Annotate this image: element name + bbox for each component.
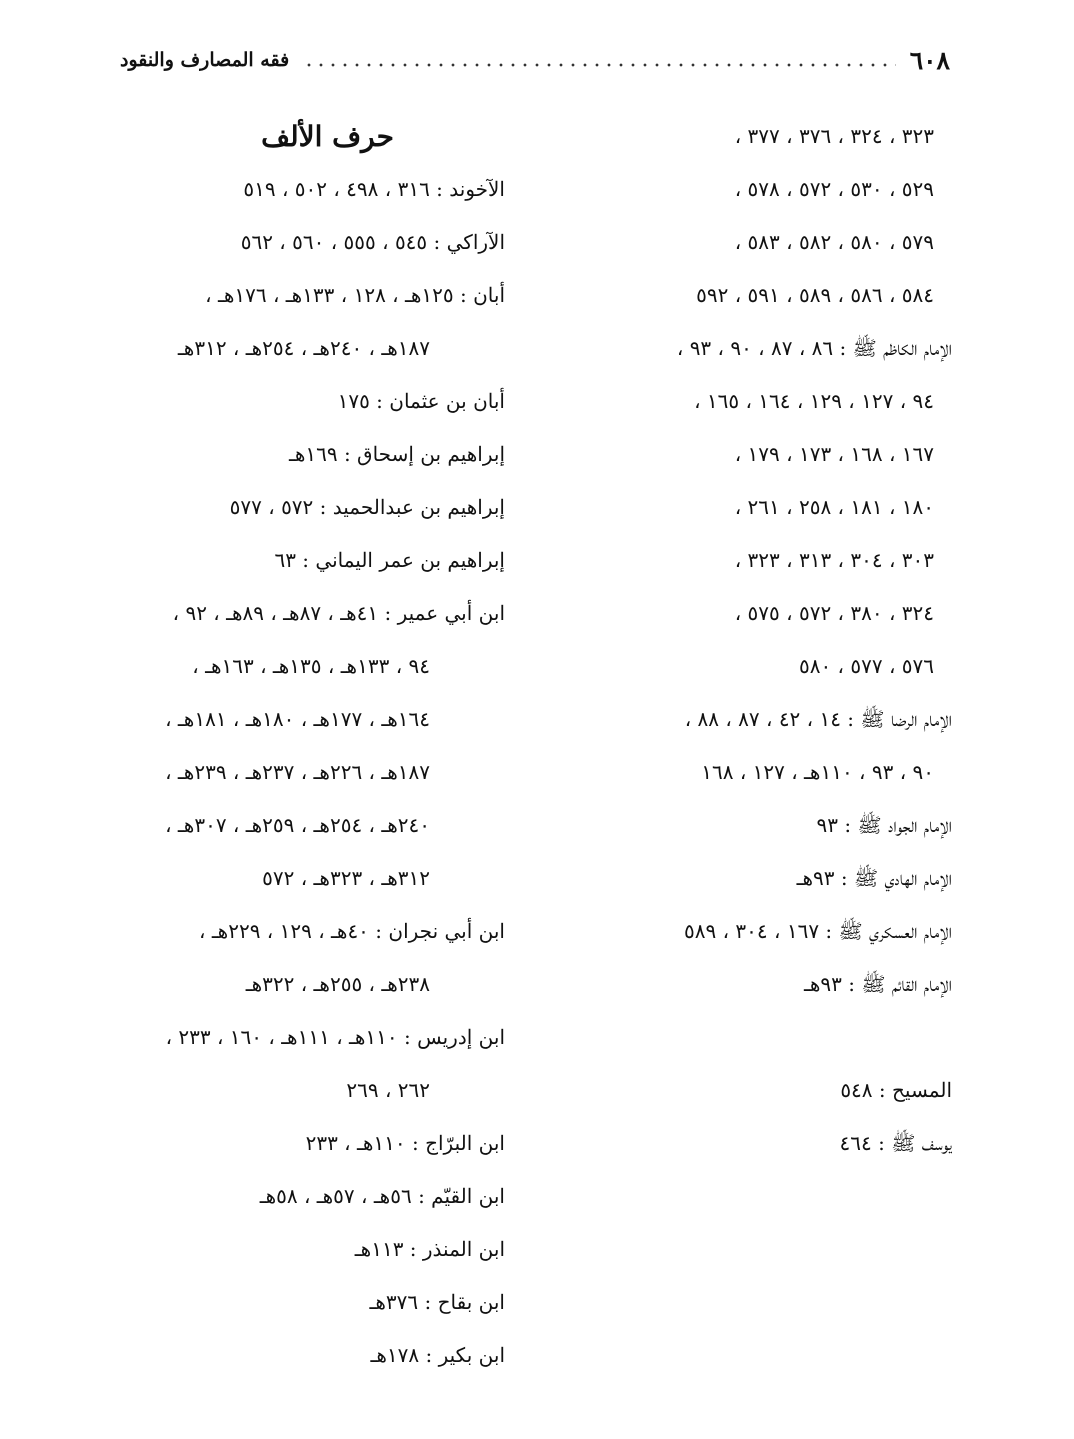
index-entry: أبان بن عثمان : ١٧٥ [337,389,505,413]
index-entry: الإمام الرضا ﷺ : ١٤ ، ٤٢ ، ٨٧ ، ٨٨ ، [684,707,952,731]
index-entry: الإمام الهادي ﷺ : ٩٣هـ [796,866,952,890]
index-entry: الإمام الجواد ﷺ : ٩٣ [816,813,952,837]
page-number: ٦٠٨ [909,45,950,75]
section-heading: حرف الألف [261,120,394,153]
index-line: ٣٠٣ ، ٣٠٤ ، ٣١٣ ، ٣٢٣ ، [734,548,934,572]
index-entry: إبراهيم بن إسحاق : ١٦٩هـ [288,442,505,466]
index-line: ١٨٧هـ ، ٢٤٠هـ ، ٢٥٤هـ ، ٣١٢هـ [177,336,430,360]
index-line: ٢٦٢ ، ٢٦٩ [346,1078,430,1102]
page-header [120,40,950,80]
running-title: فقه المصارف والنقود [120,49,290,71]
index-line: ٢٤٠هـ ، ٢٥٤هـ ، ٢٥٩هـ ، ٣٠٧هـ ، [165,813,430,837]
blank-line [560,1011,952,1064]
index-entry: إبراهيم بن عمر اليماني : ٦٣ [274,548,505,572]
index-column-left [110,110,505,1382]
index-line: ٣١٢هـ ، ٣٢٣هـ ، ٥٧٢ [262,866,430,890]
index-entry: الإمام العسكري ﷺ : ١٦٧ ، ٣٠٤ ، ٥٨٩ [684,919,952,943]
index-entry: ابن بقاح : ٣٧٦هـ [369,1290,505,1314]
index-line: ٩٤ ، ١٣٣هـ ، ١٣٥هـ ، ١٦٣هـ ، [192,654,430,678]
index-line: ٥٧٩ ، ٥٨٠ ، ٥٨٢ ، ٥٨٣ ، [734,230,934,254]
index-entry: الإمام الكاظم ﷺ : ٨٦ ، ٨٧ ، ٩٠ ، ٩٣ ، [676,336,952,360]
index-entry: الإمام القائم ﷺ : ٩٣هـ [803,972,952,996]
dotted-leader [303,62,896,68]
index-entry: ابن بكير : ١٧٨هـ [370,1343,505,1367]
index-entry: المسيح : ٥٤٨ [840,1078,952,1102]
index-line: ٣٢٤ ، ٣٨٠ ، ٥٧٢ ، ٥٧٥ ، [734,601,934,625]
index-line: ٥٢٩ ، ٥٣٠ ، ٥٧٢ ، ٥٧٨ ، [734,177,934,201]
index-entry: أبان : ١٢٥هـ ، ١٢٨ ، ١٣٣هـ ، ١٧٦هـ ، [205,283,505,307]
index-line: ٥٨٤ ، ٥٨٦ ، ٥٨٩ ، ٥٩١ ، ٥٩٢ [696,283,934,307]
index-entry: الآراكي : ٥٤٥ ، ٥٥٥ ، ٥٦٠ ، ٥٦٢ [240,230,505,254]
index-entry: ابن القيّم : ٥٦هـ ، ٥٧هـ ، ٥٨هـ [259,1184,505,1208]
index-line: ١٦٤هـ ، ١٧٧هـ ، ١٨٠هـ ، ١٨١هـ ، [165,707,430,731]
index-line: ٢٣٨هـ ، ٢٥٥هـ ، ٣٢٢هـ [245,972,430,996]
index-line: ٩٠ ، ٩٣ ، ١١٠هـ ، ١٢٧ ، ١٦٨ [701,760,934,784]
index-entry: ابن المنذر : ١١٣هـ [354,1237,505,1261]
index-line: ٩٤ ، ١٢٧ ، ١٢٩ ، ١٦٤ ، ١٦٥ ، [694,389,934,413]
index-entry: ابن البرّاج : ١١٠هـ ، ٢٣٣ [305,1131,505,1155]
index-line: ٣٢٣ ، ٣٢٤ ، ٣٧٦ ، ٣٧٧ ، [734,124,934,148]
index-entry: إبراهيم بن عبدالحميد : ٥٧٢ ، ٥٧٧ [229,495,505,519]
index-line: ١٨٠ ، ١٨١ ، ٢٥٨ ، ٢٦١ ، [734,495,934,519]
index-entry: الآخوند : ٣١٦ ، ٤٩٨ ، ٥٠٢ ، ٥١٩ [243,177,505,201]
index-line: ١٦٧ ، ١٦٨ ، ١٧٣ ، ١٧٩ ، [734,442,934,466]
index-line: ٥٧٦ ، ٥٧٧ ، ٥٨٠ [798,654,934,678]
index-column-right [560,110,952,1170]
index-entry: ابن أبي نجران : ٤٠هـ ، ١٢٩ ، ٢٢٩هـ ، [199,919,505,943]
index-entry: يوسف ﷺ : ٤٦٤ [839,1131,952,1155]
index-entry: ابن أبي عمير : ٤١هـ ، ٨٧هـ ، ٨٩هـ ، ٩٢ ، [172,601,505,625]
index-entry: ابن إدريس : ١١٠هـ ، ١١١هـ ، ١٦٠ ، ٢٣٣ ، [165,1025,505,1049]
index-line: ١٨٧هـ ، ٢٢٦هـ ، ٢٣٧هـ ، ٢٣٩هـ ، [165,760,430,784]
